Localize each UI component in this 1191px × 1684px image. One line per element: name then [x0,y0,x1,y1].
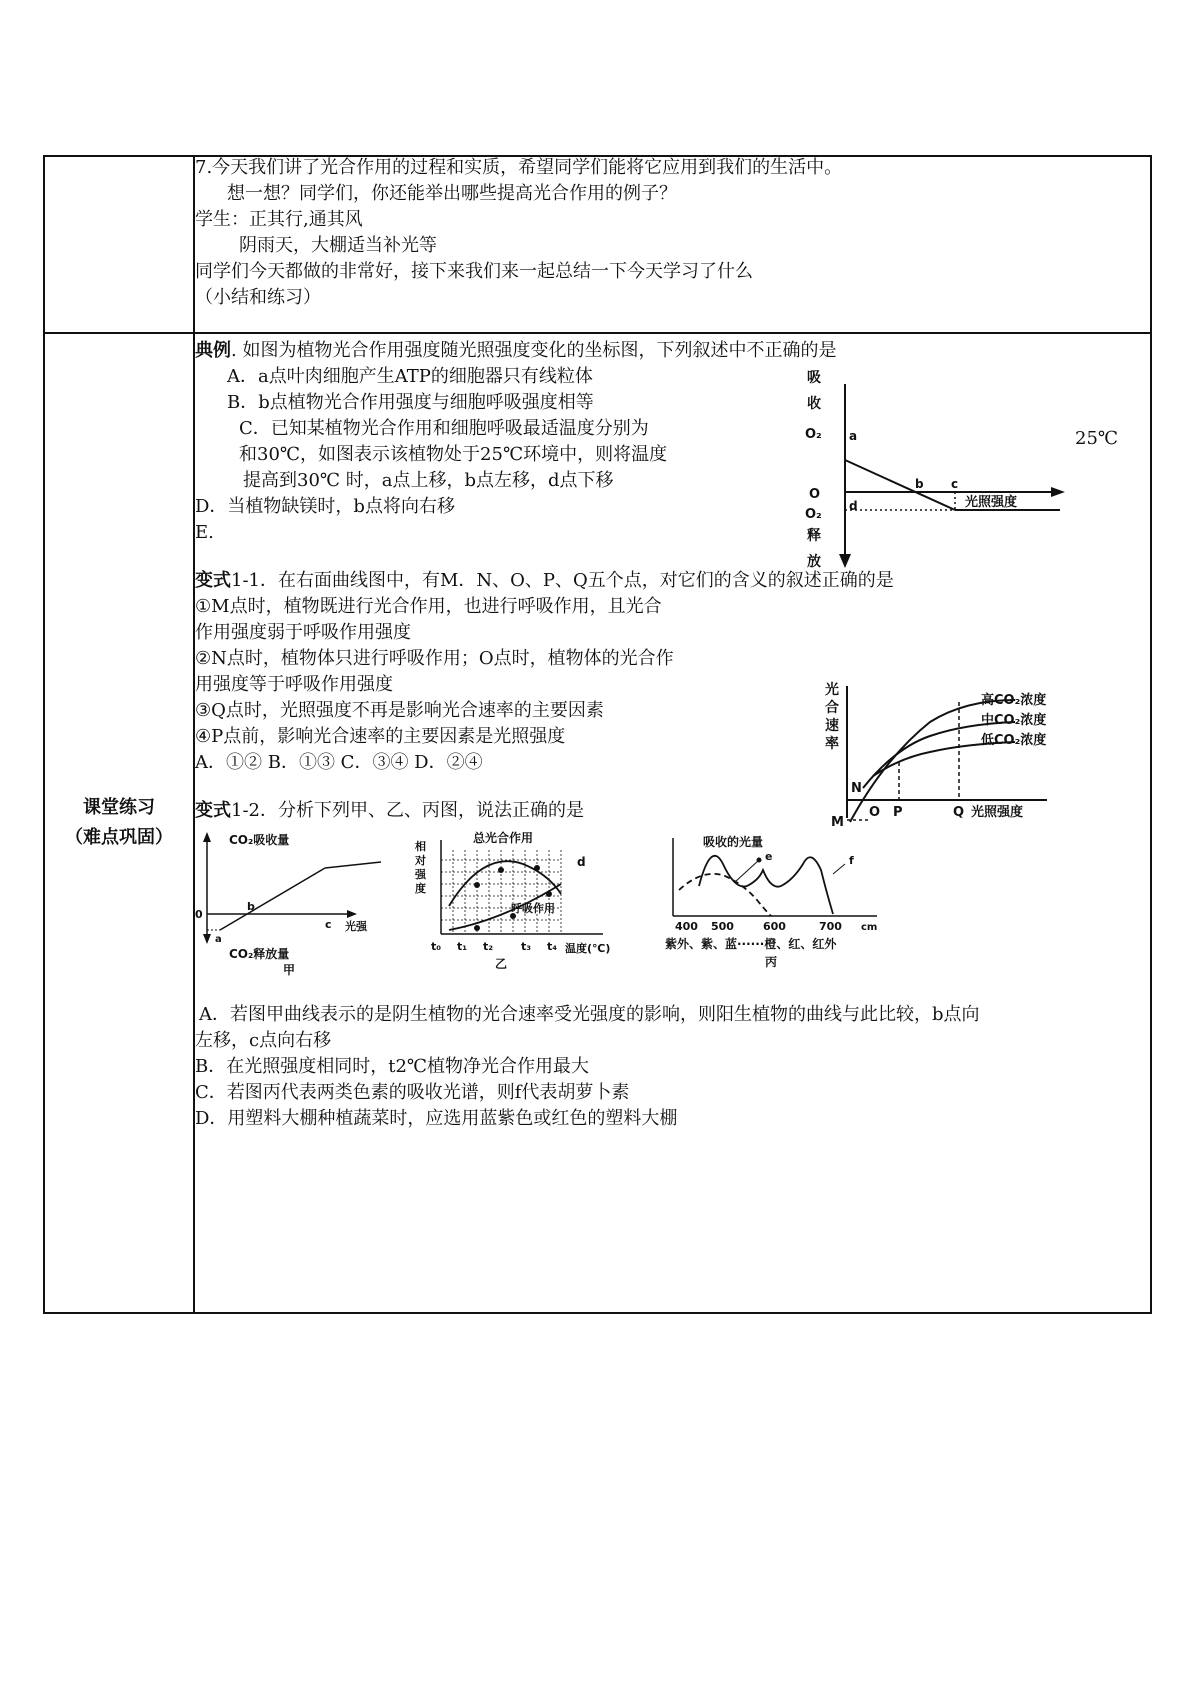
axis-label: 放 [807,554,821,570]
side-subtitle: （难点巩固） [65,827,173,848]
light-intensity-graph [795,370,1075,570]
tick-label: 600 [763,920,786,933]
ex1-option-c-cont: 和30℃，如图表示该植物处于25℃环境中，则将温度 [239,444,668,465]
intro-line: 同学们今天都做的非常好，接下来我们来一起总结一下今天学习了什么 [195,261,753,282]
tick-label: 400 [675,920,698,933]
tick-label: t₂ [483,940,494,953]
figure-row [195,824,1150,998]
axis-label: 吸收的光量 [703,835,764,849]
ex3-heading: 变式 [195,800,231,821]
point-d: d [577,855,586,869]
point-q: Q [953,805,965,820]
tick-label: t₀ [431,940,442,953]
figure-name: 丙 [765,955,778,969]
axis-label: 光 [825,682,839,698]
axis-label: 吸 [807,370,821,386]
ex3-stem: 1-2．分析下列甲、乙、丙图，说法正确的是 [231,800,584,821]
intro-line: 想一想？同学们，你还能举出哪些提高光合作用的例子？ [227,183,677,204]
origin-label: O [809,487,821,502]
point-p: P [893,805,903,820]
x-axis-label: 温度(℃) [565,942,611,955]
co2-rate-graph [815,678,1055,838]
point-a: a [215,934,222,945]
point-c: c [325,918,332,931]
point-b: b [247,900,255,913]
axis-label: 强 [415,868,426,881]
ex2-heading: 变式 [195,570,231,591]
ex3-option-b: B．在光照强度相同时，t2℃植物净光合作用最大 [195,1056,590,1077]
table-row [44,156,1151,333]
axis-label: CO₂释放量 [229,947,290,961]
tick-label: cm [861,922,878,933]
x-axis-label: 光强 [345,920,367,933]
figure-name: 甲 [283,963,296,977]
axis-label: 对 [415,854,426,867]
temperature-label: 25℃ [1075,428,1119,449]
series-label-total: 总光合作用 [473,831,534,845]
intro-line: 7.今天我们讲了光合作用的过程和实质，希望同学们能将它应用到我们的生活中。 [195,157,843,178]
figure-jia [195,830,395,980]
left-cell-empty [44,156,194,333]
ex1-option-e: E. [195,522,214,543]
ex1-option-a: A．a点叶肉细胞产生ATP的细胞器只有线粒体 [227,366,593,387]
series-label-low: 低CO₂浓度 [981,733,1047,748]
axis-label: 率 [825,736,839,752]
ex3-option-a: A．若图甲曲线表示的是阴生植物的光合速率受光强度的影响，则阳生植物的曲线与此比较，b点向 [199,1004,980,1025]
point-m: M [831,815,844,830]
axis-label: 度 [415,882,426,895]
ex2-item: 作用强度弱于呼吸作用强度 [195,622,411,643]
tick-label: t₃ [521,940,532,953]
axis-label: CO₂吸收量 [229,833,290,847]
intro-line: 学生：正其行,通其风 [195,209,363,230]
axis-label: O₂ [805,427,822,442]
axis-label: 合 [825,700,839,716]
axis-label: 速 [825,718,839,734]
ex2-item: 用强度等于呼吸作用强度 [195,674,393,695]
side-title: 课堂练习 [83,797,155,818]
ex1-option-c-cont: 提高到30℃ 时，a点上移，b点左移，d点下移 [243,470,614,491]
axis-label: 释 [807,528,821,544]
ex2-stem: 1-1．在右面曲线图中，有M．N、O、P、Q五个点，对它们的含义的叙述正确的是 [231,570,894,591]
point-d: d [849,499,858,513]
ex3-option-d: D．用塑料大棚种植蔬菜时，应选用蓝紫色或红色的塑料大棚 [195,1108,678,1129]
tick-label: t₁ [457,940,468,953]
tick-label: t₄ [547,940,558,953]
point-n: N [851,781,862,796]
side-label-cell [44,333,194,1313]
point-b: b [915,477,924,491]
ex2-item: ②N点时，植物体只进行呼吸作用；O点时，植物体的光合作 [195,648,674,669]
axis-label: 收 [807,396,821,412]
spectrum-labels: 紫外、紫、蓝······橙、红、红外 [665,937,837,951]
point-a: a [849,429,858,443]
ex1-stem: . 如图为植物光合作用强度随光照强度变化的坐标图，下列叙述中不正确的是 [231,340,837,361]
point-c: c [951,477,959,491]
exercise-cell [194,333,1151,1313]
x-axis-label: 光照强度 [965,495,1018,510]
figure-name: 乙 [495,957,508,971]
axis-label: 相 [415,840,426,853]
series-label-f: f [849,854,854,867]
series-label-mid: 中CO₂浓度 [981,713,1047,728]
ex1-option-d: D．当植物缺镁时，b点将向右移 [195,496,455,517]
series-label-e: e [765,850,773,863]
zero-label: 0 [195,908,203,921]
intro-line: 阴雨天，大棚适当补光等 [239,235,437,256]
tick-label: 700 [819,920,842,933]
figure-yi [413,830,623,980]
ex1-option-c: C．已知某植物光合作用和细胞呼吸最适温度分别为 [239,418,649,439]
ex2-item: ③Q点时，光照强度不再是影响光合速率的主要因素 [195,700,604,721]
ex1-option-b: B．b点植物光合作用强度与细胞呼吸强度相等 [227,392,594,413]
table-row [44,333,1151,1313]
lesson-table [43,155,1152,1314]
point-o: O [869,805,881,820]
figure-bing [663,830,903,980]
ex3-option-a-cont: 左移，c点向右移 [195,1030,332,1051]
ex2-item: ①M点时，植物既进行光合作用，也进行呼吸作用，且光合 [195,596,662,617]
series-label-high: 高CO₂浓度 [981,693,1047,708]
ex2-choices: A．①② B．①③ C．③④ D．②④ [195,752,483,773]
axis-label: O₂ [805,507,822,522]
series-label-respiration: 呼吸作用 [511,902,555,915]
intro-line: （小结和练习） [195,287,321,308]
x-axis-label: 光照强度 [971,805,1024,820]
ex1-heading: 典例 [195,340,231,361]
ex3-option-c: C．若图丙代表两类色素的吸收光谱，则f代表胡萝卜素 [195,1082,630,1103]
tick-label: 500 [711,920,734,933]
ex2-item: ④P点前，影响光合速率的主要因素是光照强度 [195,726,566,747]
intro-cell [194,156,1151,333]
